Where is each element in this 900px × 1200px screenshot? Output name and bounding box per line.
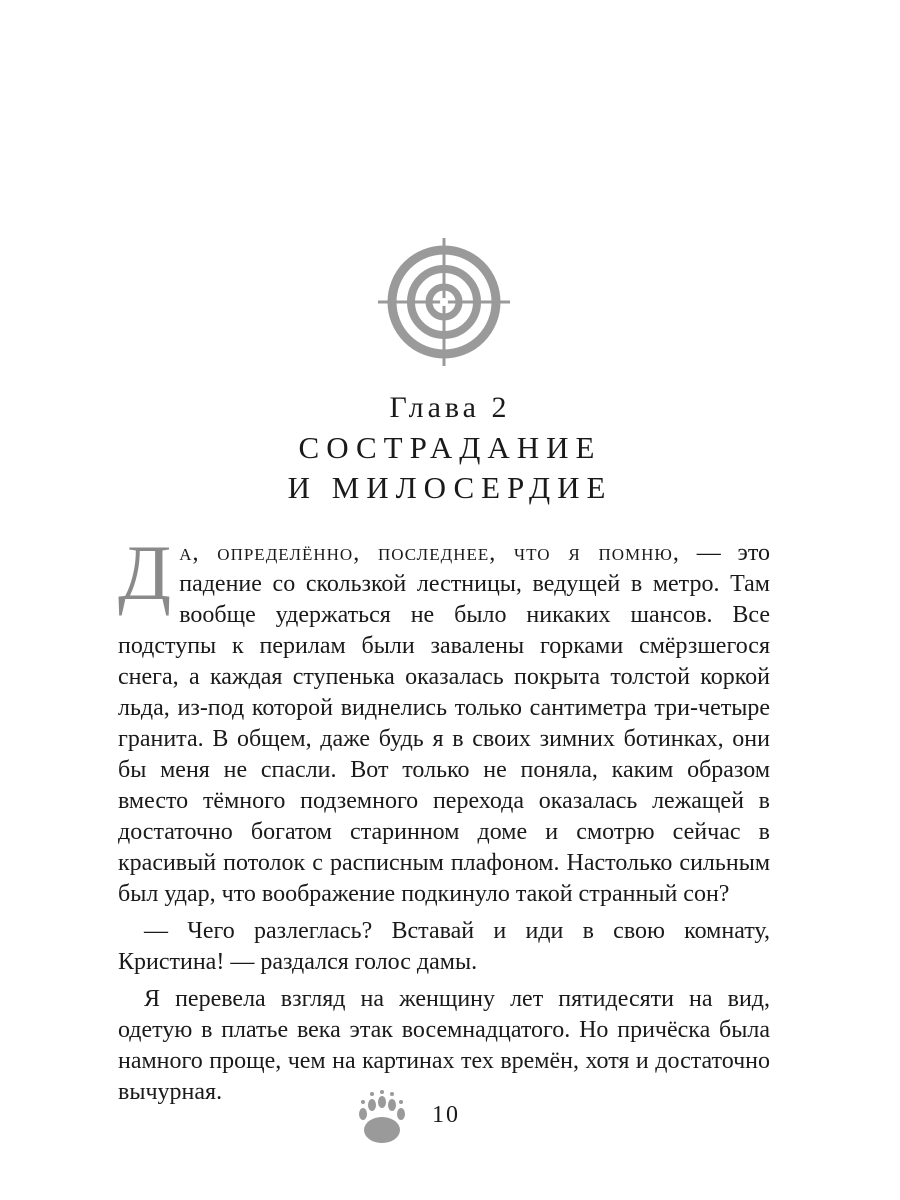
drop-cap: Д [118, 529, 172, 616]
chapter-title [0, 428, 900, 508]
chapter-title-line-1: СОСТРАДАНИЕ [298, 430, 602, 465]
page-footer [356, 1090, 556, 1150]
target-crosshair-icon [376, 236, 512, 372]
page-number: 10 [432, 1102, 460, 1128]
paragraph-1-text: — это падение со скользкой лестницы, ведущей в метро. Там вообще удержаться не было никаких шансов. Все подступы к перилам были завалены горками смёрзшегося снега, а каждая ступенька оказалась покрыта толстой коркой льда, из-под которой виднелись только сантиметра три-четыре гранита. В общем, даже будь я в своих зимних ботинках, они бы меня не спасли. Вот только не поняла, каким образом вместо тёмного подземного перехода оказалась лежащей в достаточно богатом старинном доме и смотрю сейчас в красивый потолок с расписным плафоном. Настолько сильным был удар, что воображение подкинуло такой странный сон? [118, 540, 770, 907]
paw-print-icon [356, 1090, 408, 1146]
chapter-body [118, 529, 770, 1108]
paragraph-1 [118, 529, 770, 910]
chapter-title-line-2: И МИЛОСЕРДИЕ [287, 470, 613, 505]
opening-words: а, определённо, последнее, что я помню, [179, 540, 680, 566]
paragraph-3: Я перевела взгляд на женщину лет пятидесяти на вид, одетую в платье века этак восемнадцатого. Но причёска была намного проще, чем на картинах тех времён, хотя и достаточно вычурная. [118, 986, 770, 1105]
chapter-label: Глава 2 [389, 391, 511, 424]
paragraph-2: — Чего разлеглась? Вставай и иди в свою комнату, Кристина! — раздался голос дамы. [118, 918, 770, 975]
